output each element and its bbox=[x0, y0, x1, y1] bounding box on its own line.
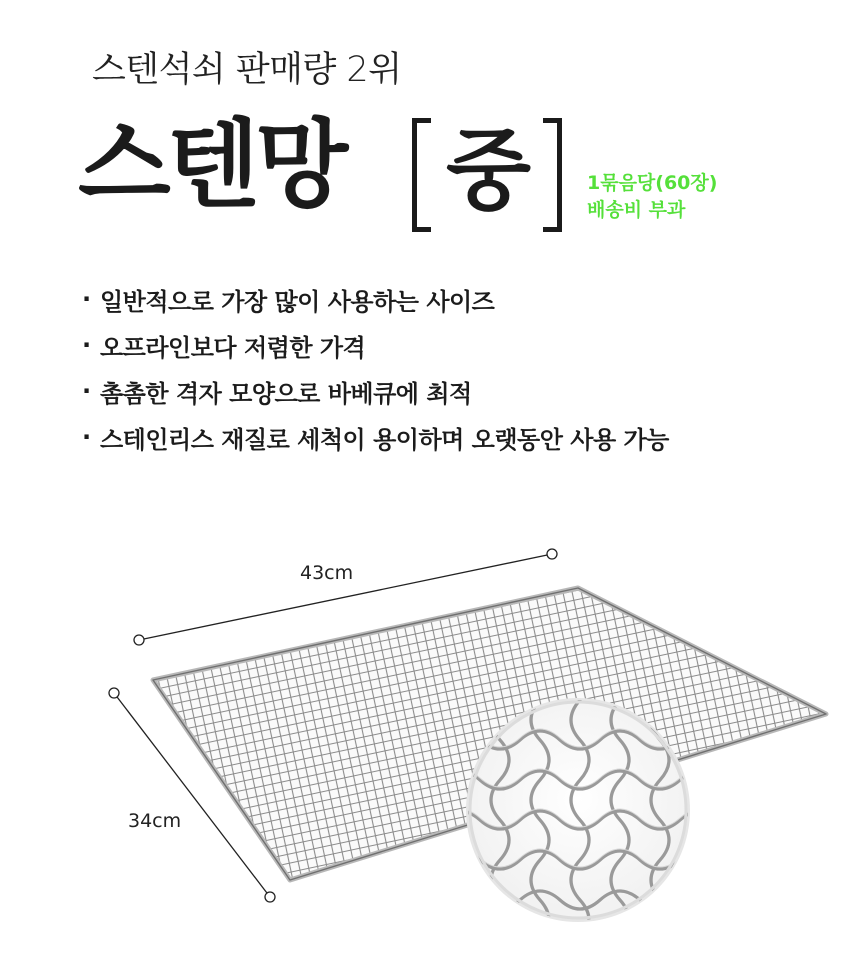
subtitle: 스텐석쇠 판매량 2위 bbox=[92, 50, 402, 90]
size-label: 중 bbox=[445, 119, 528, 222]
bullet-icon: · bbox=[82, 285, 91, 313]
width-label: 43cm bbox=[300, 562, 354, 584]
shipping-fee-note: 배송비 부과 bbox=[587, 199, 686, 221]
feature-text: 오프라인보다 저렴한 가격 bbox=[100, 333, 366, 362]
bundle-note: 1묶음당(60장) bbox=[587, 172, 718, 194]
depth-label: 34cm bbox=[128, 810, 182, 832]
feature-text: 스테인리스 재질로 세척이 용이하며 오랫동안 사용 가능 bbox=[100, 425, 669, 454]
bullet-icon: · bbox=[82, 423, 91, 451]
width-dimension-start bbox=[134, 635, 144, 645]
width-dimension-end bbox=[547, 549, 557, 559]
feature-text: 촘촘한 격자 모양으로 바베큐에 최적 bbox=[100, 379, 472, 408]
bullet-icon: · bbox=[82, 377, 91, 405]
feature-text: 일반적으로 가장 많이 사용하는 사이즈 bbox=[100, 287, 495, 316]
bullet-icon: · bbox=[82, 331, 91, 359]
page-title: 스텐망 bbox=[78, 109, 345, 221]
grill-mesh bbox=[100, 560, 860, 920]
depth-dimension-start bbox=[109, 688, 119, 698]
depth-dimension-end bbox=[265, 892, 275, 902]
